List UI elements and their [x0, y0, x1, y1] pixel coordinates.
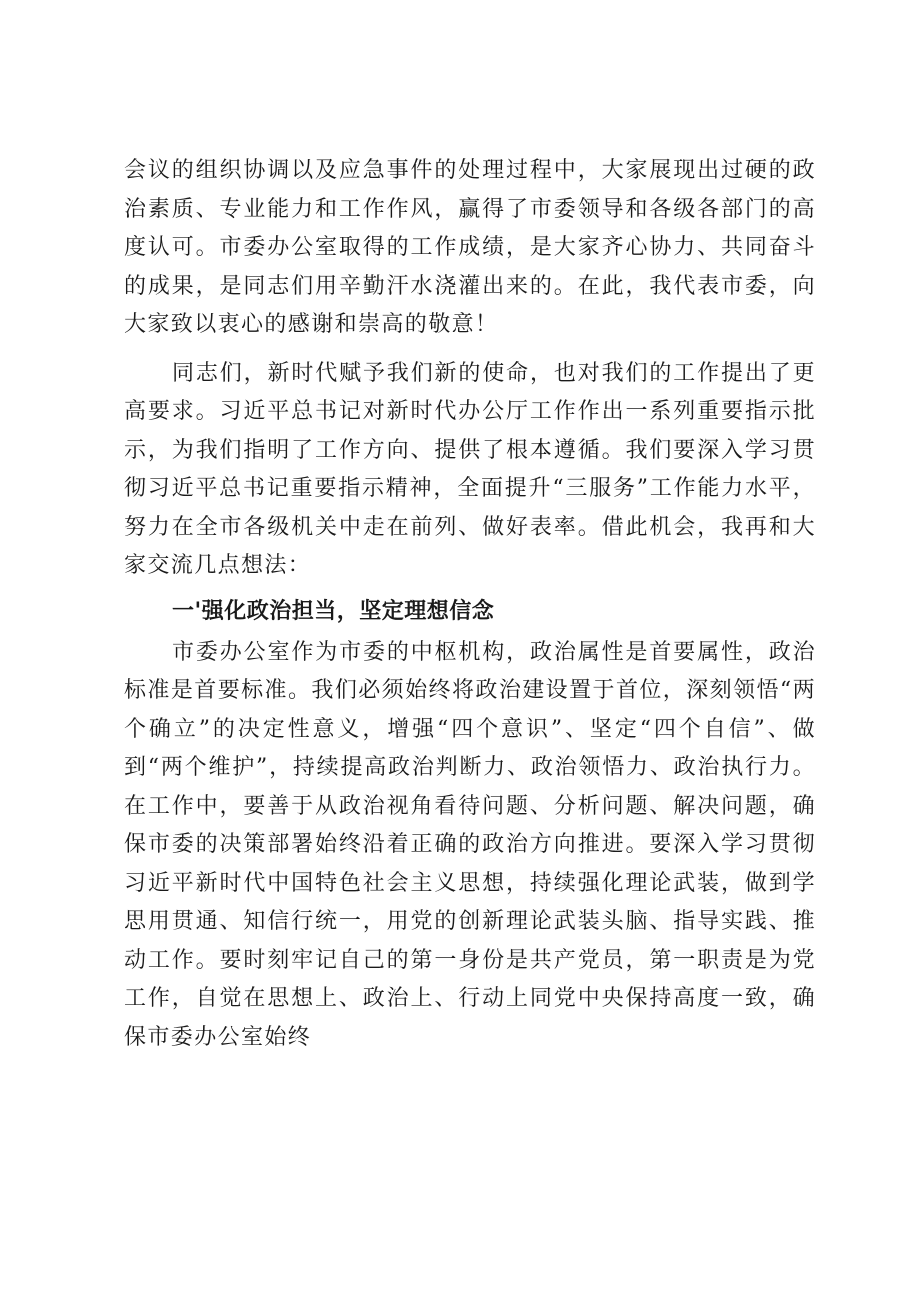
document-body — [124, 152, 816, 1057]
paragraph-continuation: 会议的组织协调以及应急事件的处理过程中，大家展现出过硬的政治素质、专业能力和工作作风，赢得了市委领导和各级各部门的高度认可。市委办公室取得的工作成绩，是大家齐心协力、共同奋斗的成果，是同志们用辛勤汗水浇灌出来的。在此，我代表市委，向大家致以衷心的感谢和崇高的敬意！ — [124, 158, 816, 337]
paragraph-political-responsibility: 市委办公室作为市委的中枢机构，政治属性是首要属性，政治标准是首要标准。我们必须始终将政治建设置于首位，深刻领悟“两个确立”的决定性意义，增强“四个意识”、坚定“四个自信”、做到“两个维护”，持续提高政治判断力、政治领悟力、政治执行力。在工作中，要善于从政治视角看待问题、分析问题、解决问题，确保市委的决策部署始终沿着正确的政治方向推进。要深入学习贯彻习近平新时代中国特色社会主义思想，持续强化理论武装，做到学思用贯通、知信行统一，用党的创新理论武装头脑、指导实践、推动工作。要时刻牢记自己的第一身份是共产党员，第一职责是为党工作，自觉在思想上、政治上、行动上同党中央保持高度一致，确保市委办公室始终 — [124, 639, 816, 1050]
paragraph-new-era-mission: 同志们，新时代赋予我们新的使命，也对我们的工作提出了更高要求。习近平总书记对新时代办公厅工作作出一系列重要指示批示，为我们指明了工作方向、提供了根本遵循。我们要深入学习贯彻习近平总书记重要指示精神，全面提升“三服务”工作能力水平，努力在全市各级机关中走在前列、做好表率。借此机会，我再和大家交流几点想法： — [124, 360, 816, 578]
section-heading-1: 一'强化政治担当，坚定理想信念 — [172, 598, 495, 624]
